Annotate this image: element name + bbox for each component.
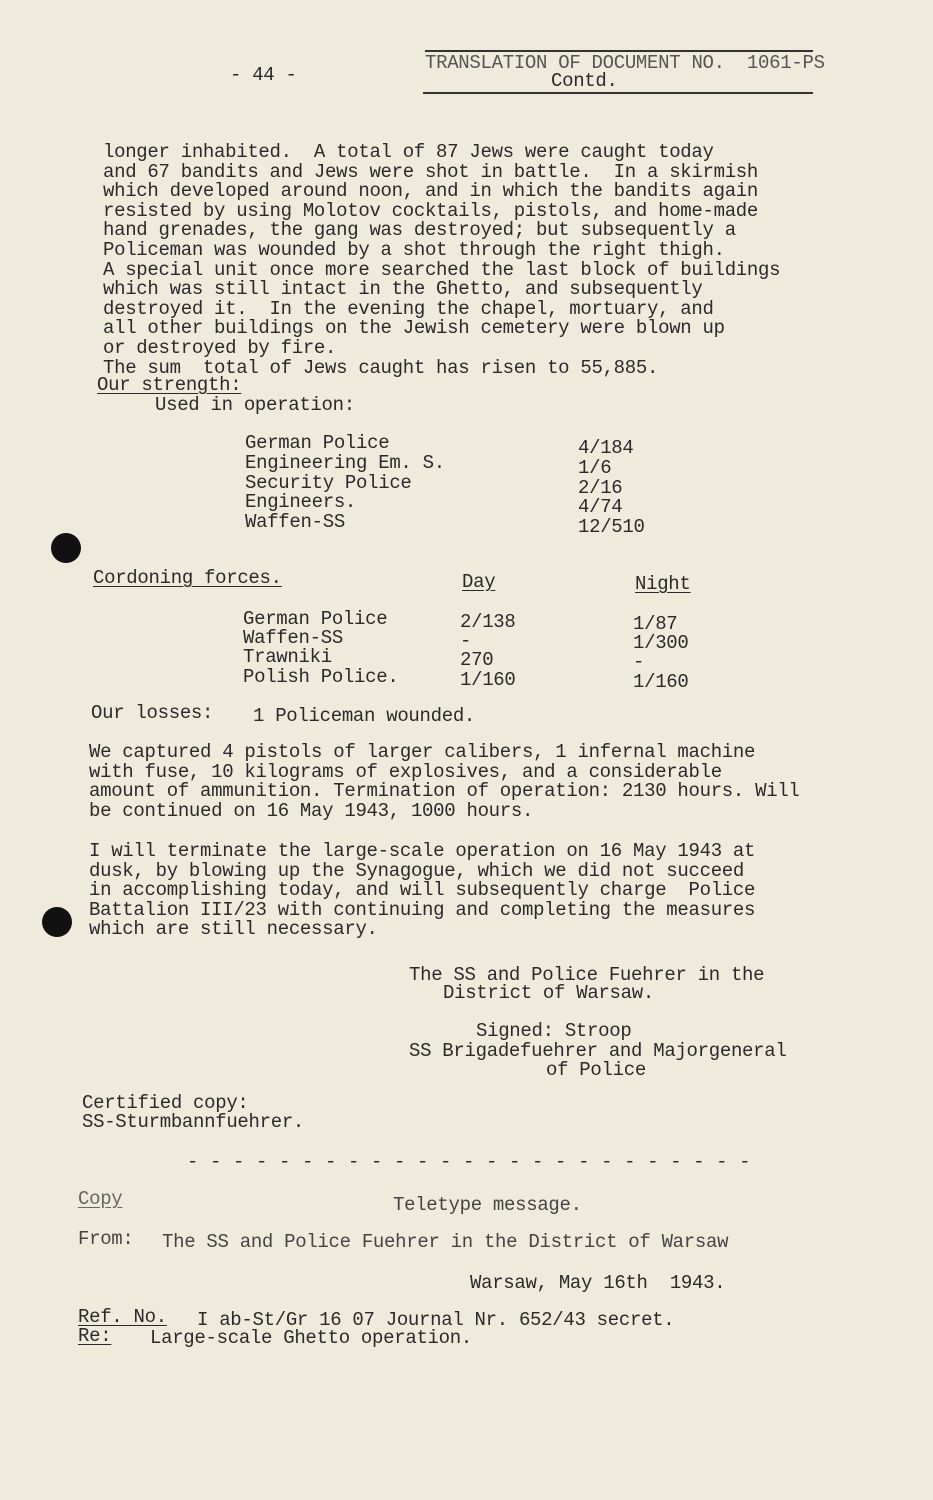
place-date: Warsaw, May 16th 1943. bbox=[470, 1272, 726, 1294]
text-line: A special unit once more searched the last block of buildings bbox=[103, 258, 781, 281]
day-value: - bbox=[460, 630, 472, 653]
re-value: Large-scale Ghetto operation. bbox=[150, 1327, 472, 1349]
copy-label: Copy bbox=[78, 1188, 123, 1210]
cordoning-heading: Cordoning forces. bbox=[93, 567, 282, 589]
text-line: Battalion III/23 with continuing and completing the measures bbox=[89, 898, 756, 921]
text-line: amount of ammunition. Termination of operation: 2130 hours. Will bbox=[89, 780, 800, 803]
unit-name: Waffen-SS bbox=[243, 627, 343, 650]
unit-strength: 12/510 bbox=[578, 516, 645, 539]
unit-strength: 4/184 bbox=[578, 437, 634, 459]
text-line: dusk, by blowing up the Synagogue, which we did not succeed bbox=[89, 859, 745, 882]
text-line: I will terminate the large-scale operation on 16 May 1943 at bbox=[89, 840, 756, 862]
message-type: Teletype message. bbox=[393, 1194, 582, 1216]
unit-name: Engineering Em. S. bbox=[245, 451, 445, 474]
separator-dashes: - - - - - - - - - - - - - - - - - - - - - - - - - bbox=[187, 1151, 751, 1173]
night-value: - bbox=[633, 651, 645, 674]
text-line: longer inhabited. A total of 87 Jews were caught today bbox=[103, 141, 714, 163]
text-line: Policeman was wounded by a shot through the right thigh. bbox=[103, 238, 725, 261]
day-value: 270 bbox=[460, 649, 494, 672]
paragraph-3 bbox=[89, 842, 755, 940]
strength-heading: Our strength: bbox=[97, 374, 242, 396]
losses-value: 1 Policeman wounded. bbox=[253, 705, 476, 727]
day-value: 1/160 bbox=[460, 668, 516, 691]
unit-name: German Police bbox=[243, 608, 388, 630]
document-title: TRANSLATION OF DOCUMENT NO. 1061-PS bbox=[425, 52, 825, 74]
text-line: hand grenades, the gang was destroyed; but subsequently a bbox=[103, 219, 736, 242]
ref-label: Ref. No. bbox=[78, 1306, 167, 1328]
text-line: which are still necessary. bbox=[89, 918, 378, 941]
text-line: all other buildings on the Jewish cemetery were blown up bbox=[103, 317, 725, 340]
unit-name: Engineers. bbox=[245, 491, 357, 514]
text-line: with fuse, 10 kilograms of explosives, and a considerable bbox=[89, 760, 722, 783]
document-subtitle: Contd. bbox=[551, 70, 618, 92]
ref-value: I ab-St/Gr 16 07 Journal Nr. 652/43 secret. bbox=[197, 1309, 675, 1331]
re-label: Re: bbox=[78, 1325, 112, 1347]
from-value: The SS and Police Fuehrer in the District of Warsaw bbox=[162, 1231, 729, 1253]
header-rule-bottom bbox=[423, 92, 813, 94]
unit-name: Waffen-SS bbox=[245, 511, 345, 534]
unit-strength: 4/74 bbox=[578, 496, 623, 519]
text-line: resisted by using Molotov cocktails, pistols, and home-made bbox=[103, 199, 759, 222]
text-line: destroyed it. In the evening the chapel, mortuary, and bbox=[103, 297, 714, 320]
losses-label: Our losses: bbox=[91, 702, 214, 724]
signed-name: Signed: Stroop bbox=[476, 1020, 632, 1042]
text-line: We captured 4 pistols of larger calibers, 1 infernal machine bbox=[89, 741, 756, 763]
text-line: be continued on 16 May 1943, 1000 hours. bbox=[89, 799, 534, 822]
text-line: and 67 bandits and Jews were shot in battle. In a skirmish bbox=[103, 160, 759, 183]
signature-line-1: The SS and Police Fuehrer in the bbox=[409, 964, 765, 986]
text-line: The sum total of Jews caught has risen to 55,885. bbox=[103, 356, 659, 379]
unit-name: German Police bbox=[245, 432, 390, 454]
text-line: or destroyed by fire. bbox=[103, 336, 337, 359]
unit-name: Security Police bbox=[245, 471, 412, 494]
from-label: From: bbox=[78, 1228, 134, 1250]
paragraph-1 bbox=[103, 143, 780, 378]
night-value: 1/87 bbox=[633, 613, 678, 635]
paragraph-2 bbox=[89, 743, 800, 821]
unit-strength: 2/16 bbox=[578, 476, 623, 499]
certified-copy-label: Certified copy: bbox=[82, 1092, 249, 1114]
signature-rank-2: of Police bbox=[546, 1059, 646, 1081]
night-value: 1/300 bbox=[633, 632, 689, 655]
certified-by: SS-Sturmbannfuehrer. bbox=[82, 1111, 305, 1133]
text-line: in accomplishing today, and will subsequently charge Police bbox=[89, 879, 756, 902]
page-number: - 44 - bbox=[230, 64, 297, 86]
unit-name: Polish Police. bbox=[243, 665, 399, 688]
punch-hole bbox=[42, 907, 72, 937]
signature-line-2: District of Warsaw. bbox=[443, 982, 654, 1004]
unit-strength: 1/6 bbox=[578, 456, 612, 479]
text-line: which developed around noon, and in which the bandits again bbox=[103, 180, 759, 203]
column-night: Night bbox=[635, 573, 691, 595]
punch-hole bbox=[51, 533, 81, 563]
column-day: Day bbox=[462, 571, 496, 593]
day-value: 2/138 bbox=[460, 611, 516, 633]
unit-name: Trawniki bbox=[243, 646, 332, 669]
used-in-operation-label: Used in operation: bbox=[155, 394, 355, 416]
text-line: which was still intact in the Ghetto, and subsequently bbox=[103, 278, 703, 301]
night-value: 1/160 bbox=[633, 670, 689, 693]
signature-rank-1: SS Brigadefuehrer and Majorgeneral bbox=[409, 1040, 787, 1062]
